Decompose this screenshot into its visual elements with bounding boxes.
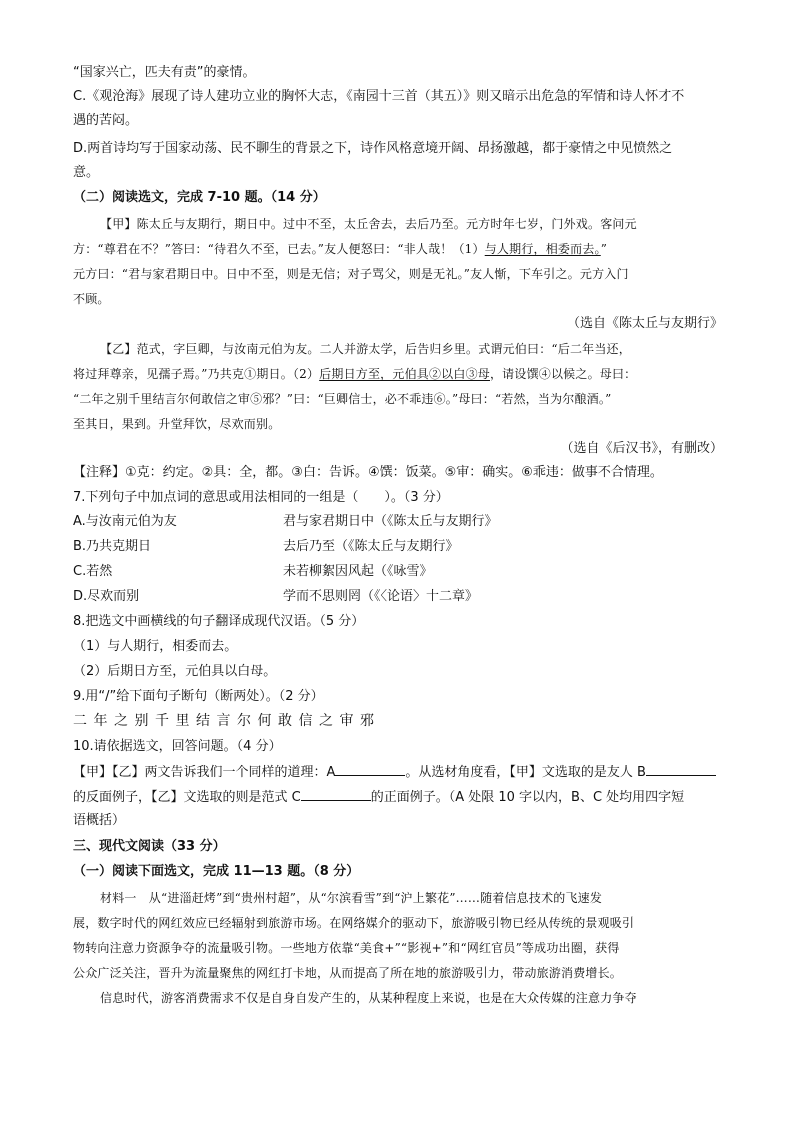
option-d-line-1: D.两首诗均写于国家动荡、民不聊生的背景之下，诗作风格意境开阔、昂扬激越，都于豪情之中见愤然之 [73,141,673,156]
q10-line: 【甲】【乙】两文告诉我们一个同样的道理：A 。从选材角度看，【甲】文选取的是友人 B [73,761,723,784]
annotation-note: 【注释】①克：约定。②具：全，都。③白：告诉。④馔：饭菜。⑤审：确实。⑥乖违：做事不合情理。 [73,465,663,480]
material-line: 展，数字时代的网红效应已经辐射到旅游市场。在网络媒介的驱动下，旅游吸引物已经从传统的景观吸引 [73,916,635,930]
answer-blank-b[interactable] [646,761,716,776]
option-d-line-2: 意。 [73,165,100,180]
q10-line: 语概括） [73,813,126,828]
option-c-line-1: C.《观沧海》展现了诗人建功立业的胸怀大志，《南园十三首（其五）》则又暗示出危急的军情和诗人怀才不 [73,89,685,104]
subsection-heading: （一）阅读下面选文，完成 11—13 题。（8 分） [73,864,360,879]
answer-blank-a[interactable] [335,761,405,776]
underlined-sentence-2: 后期日方至，元伯具②以白③母 [319,367,490,381]
question-8: 8.把选文中画横线的句子翻译成现代汉语。（5 分） [73,614,365,629]
material-line: 信息时代，游客消费需求不仅是自身自发产生的，从某种程度上来说，也是在大众传媒的注意力争夺 [100,991,637,1005]
material-line: 物转向注意力资源争夺的流量吸引物。一些地方依靠“美食+”“影视+”和“网红官员”等成功出圈，获得 [73,941,620,955]
section-heading: （二）阅读选文，完成 7-10 题。（14 分） [73,190,326,205]
material-line: 材料一 从“进淄赶烤”到“贵州村超”，从“尔滨看雪”到“沪上繁花”……随着信息技术的飞速发 [100,891,603,905]
q8-item: （2）后期日方至，元伯具以白母。 [73,664,277,679]
passage-jia-line: 元方曰：“君与家君期日中。日中不至，则是无信；对子骂父，则是无礼。”友人惭，下车引之。元方入门 [73,267,629,281]
q7-option: B.乃共克期日 去后乃至（《陈太丘与友期行》 [73,539,459,554]
answer-blank-c[interactable] [301,786,371,801]
q7-option: D.尽欢而别 学而不思则罔（《〈论语〉十二章》 [73,589,479,604]
passage-yi-line: 至其日，果到。升堂拜饮，尽欢而别。 [73,417,281,431]
section-heading: 三、现代文阅读（33 分） [73,839,226,854]
q10-line: 的反面例子，【乙】文选取的则是范式 C 的正面例子。（A 处限 10 字以内，B、C 处均用四字短 [73,786,723,809]
source-citation: （选自《后汉书》，有删改） [560,441,723,456]
passage-jia-line: 不顾。 [73,292,110,306]
material-line: 公众广泛关注，晋升为流量聚焦的网红打卡地，从而提高了所在地的旅游吸引力，带动旅游消费增长。 [73,966,623,980]
question-7: 7.下列句子中加点词的意思或用法相同的一组是（ ）。（3 分） [73,490,449,505]
question-10: 10.请依据选文，回答问题。（4 分） [73,739,282,754]
q8-item: （1）与人期行，相委而去。 [73,639,238,654]
q7-option: C.若然 未若柳絮因风起（《咏雪》 [73,564,433,579]
underlined-sentence-1: 与人期行，相委而去。 [484,242,601,256]
text-line: “国家兴亡，匹夫有责”的豪情。 [73,65,256,80]
question-9: 9.用“/”给下面句子断句（断两处）。（2 分） [73,689,324,704]
option-c-line-2: 遇的苦闷。 [73,113,139,128]
q7-option: A.与汝南元伯为友 君与家君期日中（《陈太丘与友期行》 [73,514,498,529]
source-citation: （选自《陈太丘与友期行》 [566,316,723,331]
passage-jia-line: 方：“尊君在不？”答曰：“待君久不至，已去。”友人便怒曰：“非人哉！（1）与人期行，相委而去。” [73,242,608,256]
q9-sentence: 二年之别千里结言尔何敢信之审邪 [73,713,381,729]
passage-yi-line: 将过拜尊亲，见孺子焉。”乃共克①期日。（2）后期日方至，元伯具②以白③母，请设馔④以候之。母曰： [73,367,637,381]
passage-yi-line: 【乙】范式，字巨卿，与汝南元伯为友。二人并游太学，后告归乡里。式谓元伯曰：“后二年当还， [100,342,631,356]
passage-yi-line: “二年之别千里结言尔何敢信之审⑤邪？”曰：“巨卿信士，必不乖违⑥。”母曰：“若然，当为尔酿酒。” [73,392,612,406]
passage-jia-line: 【甲】陈太丘与友期行，期日中。过中不至，太丘舍去，去后乃至。元方时年七岁，门外戏。客问元 [100,217,637,231]
